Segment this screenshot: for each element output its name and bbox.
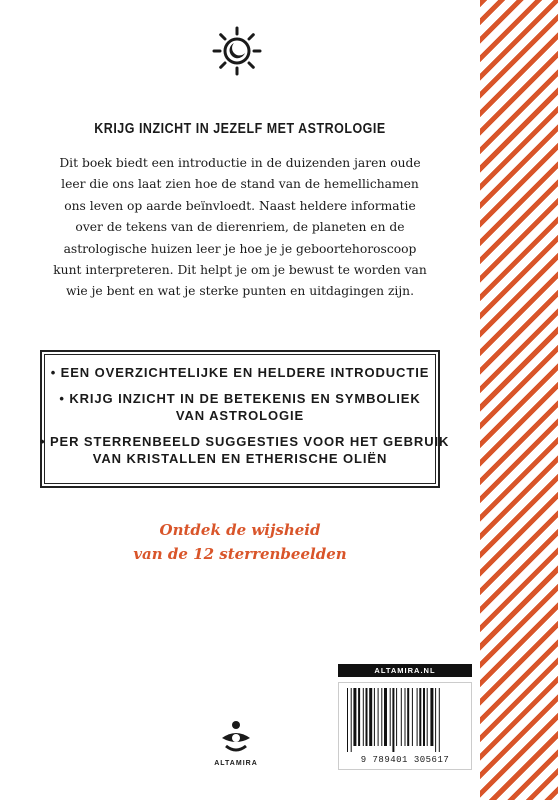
sun-moon-icon (212, 26, 262, 76)
barcode-bar (419, 688, 421, 746)
barcode-bar (427, 688, 428, 746)
barcode-bar (412, 688, 413, 746)
barcode-bar (417, 688, 418, 746)
feature-item (40, 390, 440, 425)
barcode-bar (435, 688, 436, 752)
altamira-logo-icon (216, 720, 256, 754)
barcode-bar (405, 688, 406, 746)
feature-item (40, 364, 440, 382)
section-title: KRIJG INZICHT IN JEZELF MET ASTROLOGIE (94, 121, 386, 137)
barcode-bar (366, 688, 368, 746)
decorative-stripes (480, 0, 558, 800)
feature-item (40, 433, 450, 468)
description-text (40, 153, 440, 303)
barcode-bar (390, 688, 391, 746)
barcode-bar (369, 688, 372, 746)
barcode-bar (378, 688, 379, 746)
feature-line: • KRIJG INZICHT IN DE BETEKENIS EN SYMBOLIEK (59, 390, 421, 406)
description-line: Dit boek biedt een introductie in de duizenden jaren oude (59, 156, 421, 170)
barcode-bar (374, 688, 375, 746)
barcode-bar (347, 688, 348, 752)
feature-list (40, 364, 450, 476)
barcode-bar (430, 688, 433, 746)
feature-line: VAN ASTROLOGIE (175, 408, 305, 423)
tagline (0, 518, 480, 566)
description-line: leer die ons laat zien hoe de stand van de hemellichamen (61, 177, 419, 192)
barcode-bar (358, 688, 360, 746)
barcode-bar (363, 688, 364, 746)
publisher-logo-text: ALTAMIRA (214, 760, 258, 767)
description-line: over de tekens van de dierenriem, de planeten en de (75, 220, 405, 235)
tagline-line: Ontdek de wijsheid (159, 521, 321, 539)
stripes-edge (476, 0, 480, 800)
description-line: ons leven op aarde beïnvloedt. Naast heldere informatie (64, 198, 416, 213)
description-line: kunt interpreteren. Dit helpt je om je bewust te worden van (53, 263, 427, 278)
isbn-number: 9 789401 305617 (360, 755, 450, 765)
barcode-bar (423, 688, 425, 746)
description-line: wie je bent en wat je sterke punten en uitdagingen zijn. (65, 284, 415, 299)
barcode-bar (353, 688, 356, 746)
barcode-bar (396, 688, 397, 746)
barcode (347, 688, 463, 752)
barcode-bar (401, 688, 402, 746)
barcode-bar (351, 688, 352, 752)
publisher-url: ALTAMIRA.NL (338, 664, 472, 677)
barcode-bar (392, 688, 394, 752)
tagline-line: van de 12 sterrenbeelden (133, 545, 347, 563)
feature-line: VAN KRISTALLEN EN ETHERISCHE OLIËN (92, 451, 388, 466)
barcode-bar (384, 688, 387, 746)
feature-line: • PER STERRENBEELD SUGGESTIES VOOR HET GEBRUIK (40, 433, 450, 449)
barcode-bar (407, 688, 409, 746)
description-line: astrologische huizen leer je hoe je je geboortehoroscoop (63, 241, 417, 256)
barcode-bar (439, 688, 440, 752)
feature-line: • EEN OVERZICHTELIJKE EN HELDERE INTRODUCTIE (50, 365, 430, 380)
barcode-bar (381, 688, 382, 746)
